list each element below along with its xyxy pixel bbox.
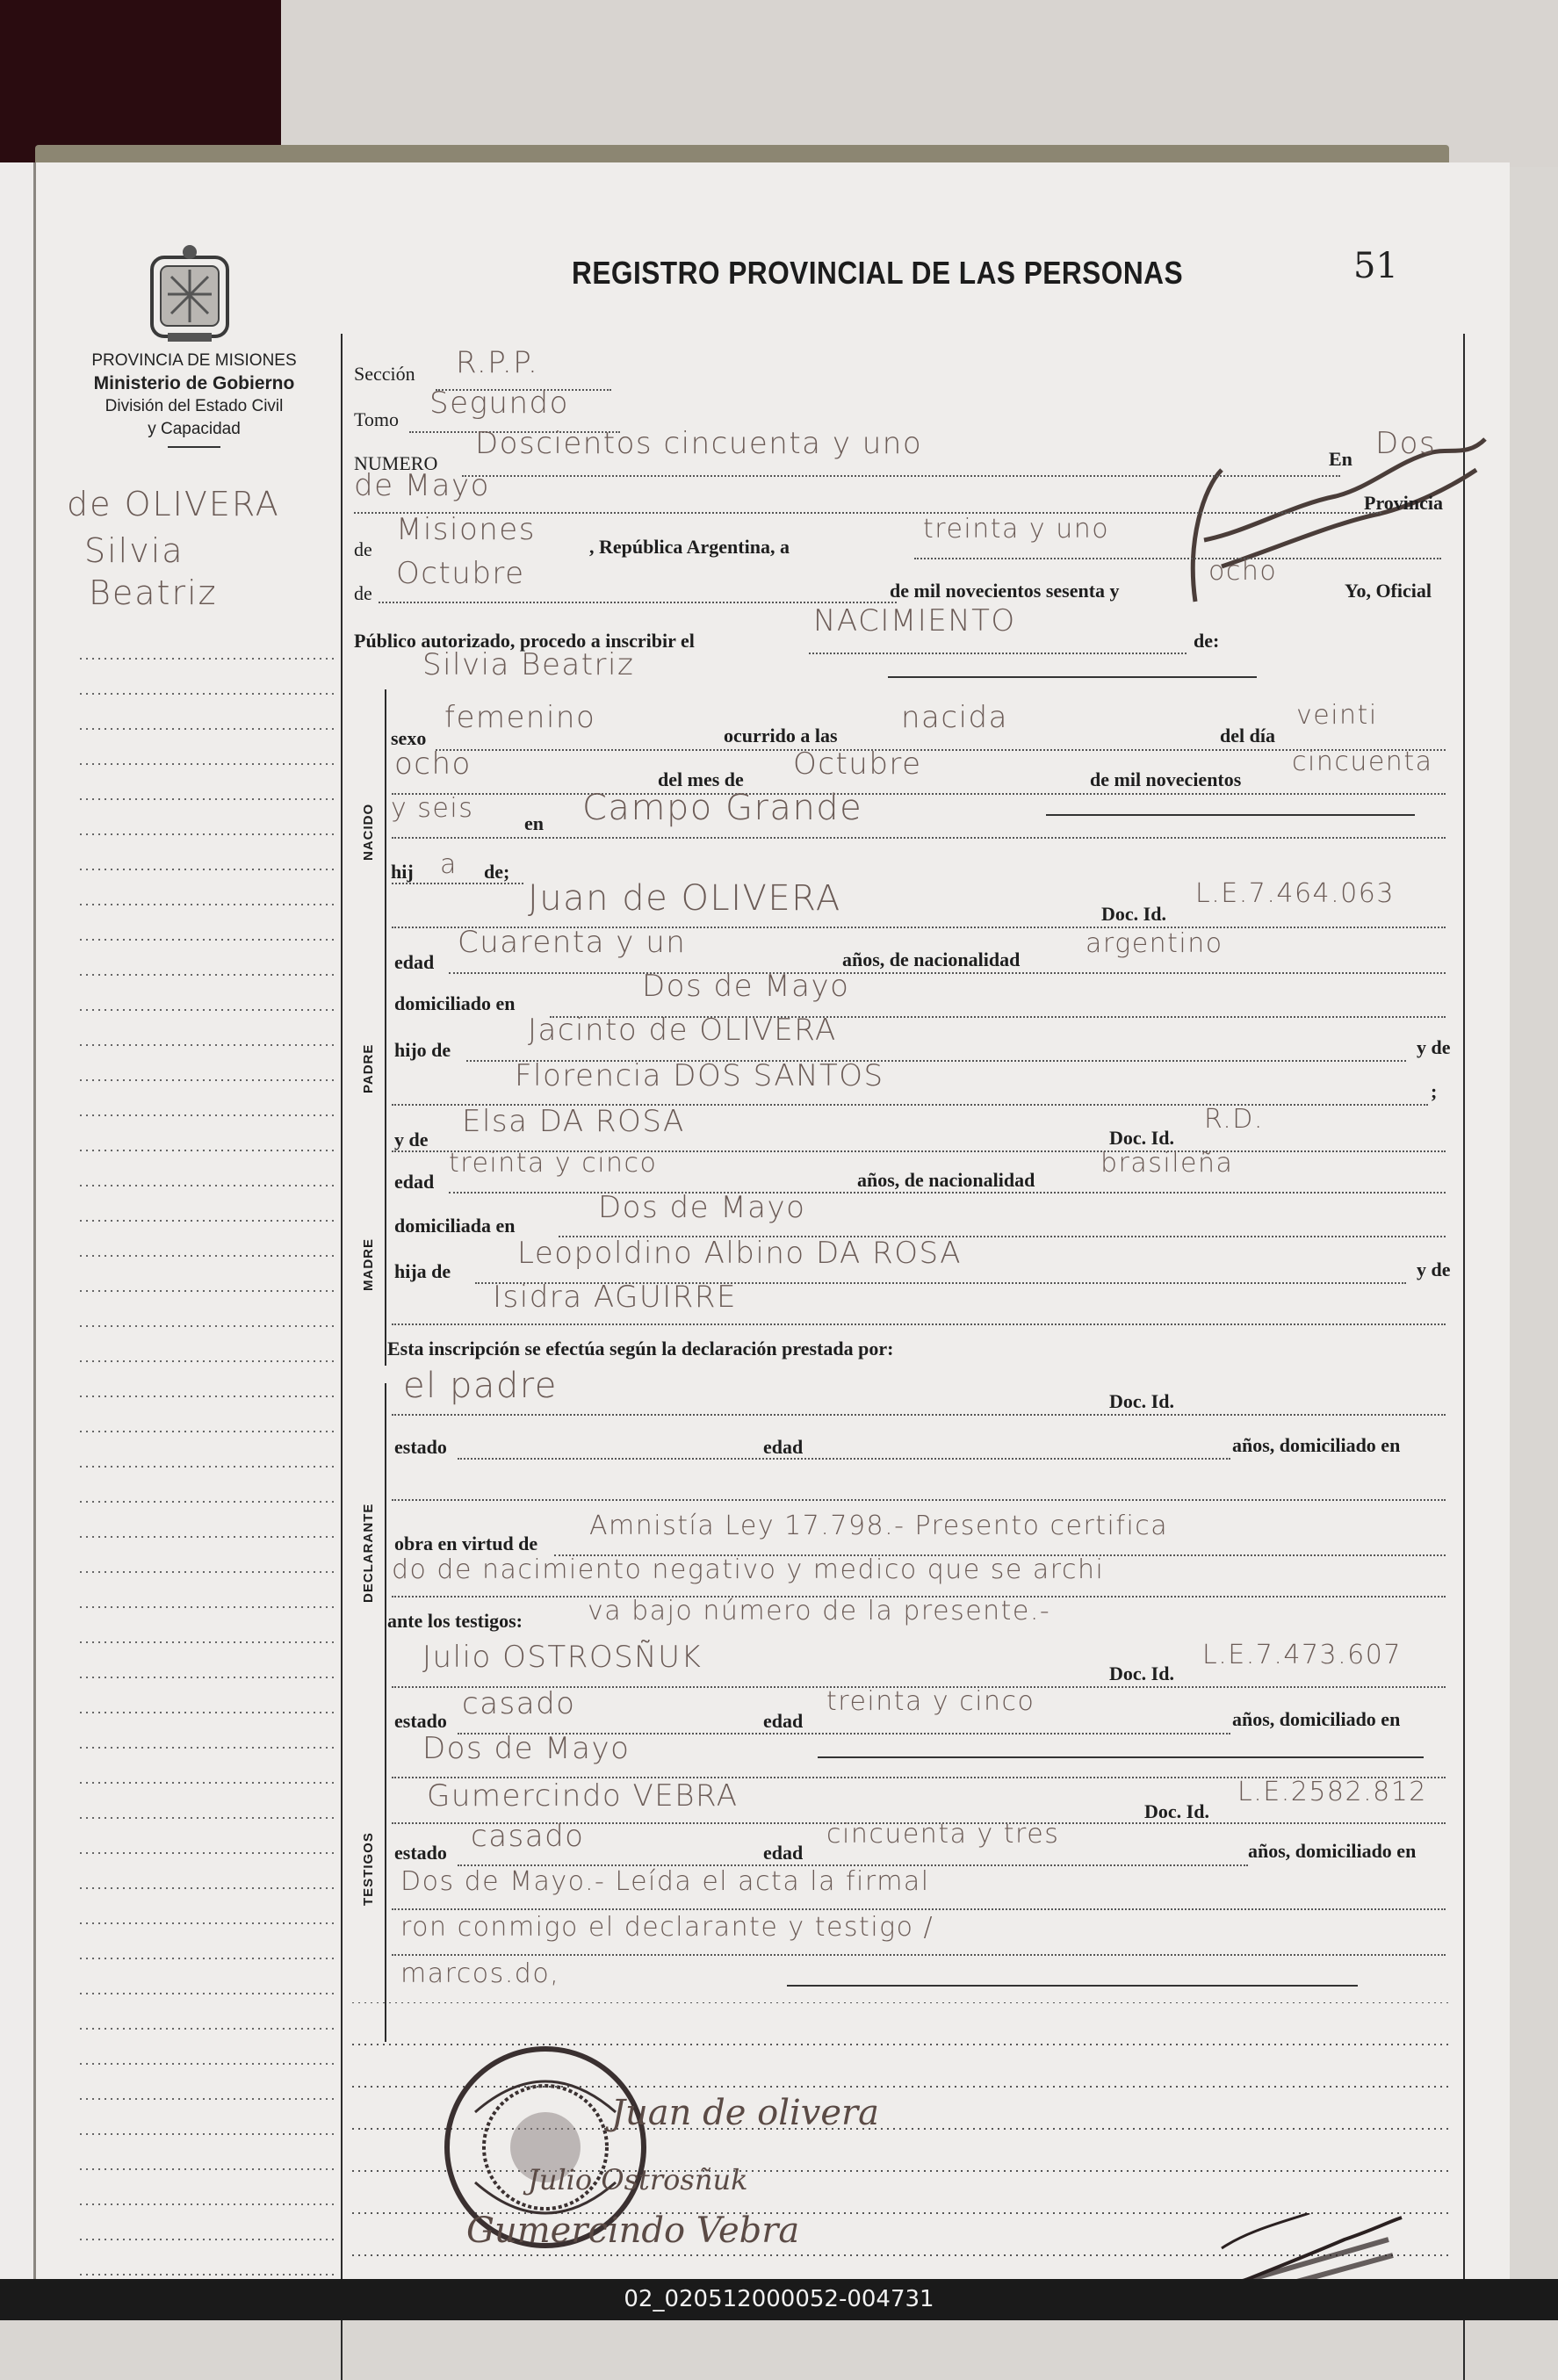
t1-edad-label: edad	[763, 1710, 804, 1732]
madre-dom-label: domiciliada en	[394, 1215, 516, 1237]
agency-divider	[168, 446, 220, 448]
madre-edad-value: treinta y cinco	[449, 1148, 658, 1179]
declarante-section-label: DECLARANTE	[361, 1503, 376, 1603]
t2-doc-label: Doc. Id.	[1144, 1800, 1209, 1822]
padre-yde-label: y de	[1417, 1036, 1451, 1058]
madre-nombre: Elsa DA ROSA	[462, 1104, 685, 1139]
form-left-rule	[341, 334, 343, 2380]
dia-value-b: ocho	[394, 746, 472, 782]
declarante-anios-label: años, domiciliado en	[1232, 1434, 1401, 1456]
mes-value: Octubre	[396, 556, 525, 591]
t2-estado-label: estado	[394, 1842, 447, 1864]
t1-edad: treinta y cinco	[826, 1686, 1035, 1717]
de-label-2: de	[354, 582, 372, 604]
padre-semicolon: ;	[1431, 1080, 1438, 1102]
hij-label: hij	[391, 861, 414, 883]
padre-dom-value: Dos de Mayo	[642, 969, 850, 1004]
sexo-label: sexo	[391, 727, 427, 749]
t1-dom-line	[818, 1756, 1424, 1758]
agency-line-3: División del Estado Civil	[105, 397, 284, 415]
padre-edad-line	[449, 972, 1446, 974]
lugar-dotline	[392, 837, 1446, 839]
provincia-label: Provincia	[1364, 492, 1444, 514]
republica-label: , República Argentina, a	[589, 536, 790, 558]
seccion-value: R.P.P.	[456, 345, 539, 380]
obra-value-a: Amnistía Ley 17.798.- Presento certifica	[589, 1511, 1169, 1541]
padre-nombre: Juan de OLIVERA	[528, 878, 841, 919]
margin-surname: de OLIVERA	[67, 485, 280, 523]
mes-nacido-line	[392, 793, 1446, 795]
declarante-estado-label: estado	[394, 1436, 447, 1458]
margin-name-2: Beatriz	[89, 573, 218, 612]
agency-block	[54, 350, 335, 448]
acto-line	[809, 653, 1187, 654]
declarante-dom-line	[392, 1499, 1446, 1501]
madre-padre-value: Leopoldino Albino DA ROSA	[517, 1236, 962, 1271]
page-title: REGISTRO PROVINCIAL DE LAS PERSONAS	[572, 255, 1184, 291]
margin-name-1: Silvia	[84, 531, 184, 570]
sexo-value: femenino	[444, 700, 596, 735]
signature-2: Julio Ostrosñuk	[528, 2163, 748, 2196]
padre-anios-label: años, de nacionalidad	[842, 948, 1021, 970]
tomo-value: Segundo	[429, 386, 569, 421]
madre-edad-label: edad	[394, 1171, 435, 1193]
t2-dom-a: Dos de Mayo.- Leída el acta la firmal	[400, 1866, 930, 1897]
madre-nac-value: brasileña	[1100, 1148, 1234, 1179]
agency-line-1: PROVINCIA DE MISIONES	[91, 351, 297, 370]
hij-de-label: de;	[484, 861, 510, 883]
testigos-bar	[385, 1647, 386, 2042]
nacido-section-label: NACIDO	[361, 803, 376, 861]
madre-madre-line	[392, 1323, 1446, 1325]
padre-doc-label: Doc. Id.	[1101, 903, 1166, 925]
declarante-intro: Esta inscripción se efectúa según la declaración prestada por:	[387, 1338, 894, 1359]
t2-dom-line-a	[392, 1908, 1446, 1910]
padre-hijo-label: hijo de	[394, 1039, 451, 1061]
inscripto-value: Silvia Beatriz	[422, 647, 635, 682]
register-page	[33, 162, 1510, 2279]
padre-doc-value: L.E.7.464.063	[1195, 878, 1395, 909]
de2-label: de:	[1194, 630, 1220, 652]
t2-dom-end	[787, 1985, 1358, 1987]
declarante-nombre-line	[392, 1414, 1446, 1416]
form-right-rule	[1463, 334, 1465, 2380]
mes-label: del mes de	[658, 768, 744, 790]
anio-value-b: y seis	[391, 793, 474, 824]
obra-value-b: do de nacimiento negativo y medico que se archi	[392, 1554, 1105, 1585]
dia-line	[914, 558, 1441, 559]
testigos-section-label: TESTIGOS	[361, 1832, 376, 1906]
folio-number: 51	[1353, 246, 1398, 286]
image-id-footer: 02_020512000052-004731	[0, 2279, 1558, 2320]
numero-label: NUMERO	[354, 452, 438, 474]
t1-dom: Dos de Mayo	[422, 1731, 631, 1766]
signature-1: Juan de olivera	[611, 2093, 880, 2133]
t2-estado: casado	[471, 1819, 585, 1854]
t1-estado-label: estado	[394, 1710, 447, 1732]
padre-dom-label: domiciliado en	[394, 992, 516, 1014]
t1-doc-label: Doc. Id.	[1109, 1662, 1174, 1684]
anio-label: de mil novecientos sesenta y	[890, 580, 1120, 602]
lugar-value: Campo Grande	[582, 788, 863, 828]
left-page-edge	[0, 162, 35, 2279]
obra-value-c: va bajo número de la presente.-	[588, 1596, 1051, 1626]
de-label: de	[354, 538, 372, 560]
background-dark	[0, 0, 281, 167]
en-value-a: Dos	[1375, 426, 1437, 461]
t1-nombre: Julio OSTROSÑUK	[422, 1640, 703, 1675]
padre-section-label: PADRE	[361, 1043, 376, 1093]
t1-doc-value: L.E.7.473.607	[1202, 1640, 1402, 1670]
nacido-anio-label: de mil novecientos	[1090, 768, 1242, 790]
signature-3: Gumercindo Vebra	[466, 2211, 800, 2251]
padre-edad-label: edad	[394, 951, 435, 973]
padre-nac-value: argentino	[1086, 928, 1223, 959]
madre-anios-label: años, de nacionalidad	[857, 1169, 1035, 1191]
madre-madre-value: Isidra AGUIRRE	[493, 1280, 738, 1315]
anio-value: ocho	[1208, 556, 1278, 587]
deldia-label: del día	[1220, 725, 1275, 746]
declarante-estado-line	[458, 1458, 1230, 1460]
t2-doc-value: L.E.2582.812	[1237, 1777, 1427, 1807]
t2-dom-line-b	[392, 1954, 1446, 1956]
anio-value-a: cincuenta	[1292, 746, 1433, 777]
en-nacido-label: en	[524, 812, 544, 834]
declarante-nombre: el padre	[403, 1366, 558, 1406]
agency-line-4: y Capacidad	[148, 420, 241, 438]
dia-value-a: veinti	[1296, 700, 1378, 731]
t2-edad-label: edad	[763, 1842, 804, 1864]
hij-line	[392, 883, 523, 884]
t2-dom-c: marcos.do,	[400, 1958, 560, 1989]
t2-anios-label: años, domiciliado en	[1248, 1840, 1417, 1862]
province-crest-icon	[141, 242, 238, 347]
padre-madre-value: Florencia DOS SANTOS	[515, 1058, 884, 1093]
seccion-label: Sección	[354, 363, 415, 385]
testigos-intro-label: ante los testigos:	[387, 1610, 523, 1632]
t2-edad: cincuenta y tres	[826, 1819, 1060, 1850]
en-label: En	[1329, 448, 1352, 470]
dia-value: treinta y uno	[923, 514, 1110, 545]
madre-hija-label: hija de	[394, 1260, 451, 1282]
padre-padre-value: Jacinto de OLIVERA	[528, 1013, 837, 1048]
madre-dom-value: Dos de Mayo	[598, 1190, 806, 1225]
numero-line	[462, 475, 1340, 477]
madre-doc-label: Doc. Id.	[1109, 1127, 1174, 1149]
provincia-value: Misiones	[396, 512, 536, 547]
agency-line-2: Ministerio de Gobierno	[93, 373, 295, 393]
lugar-line	[1046, 814, 1415, 816]
declarante-edad-label: edad	[763, 1436, 804, 1458]
t2-nombre: Gumercindo VEBRA	[427, 1778, 739, 1814]
margin-ruled-lines	[80, 654, 343, 2323]
madre-yde-label: y de	[394, 1129, 429, 1150]
en-value-b: de Mayo	[354, 468, 490, 503]
oficial-label: Yo, Oficial	[1345, 580, 1432, 602]
hora-value: nacida	[901, 700, 1008, 735]
t2-dom-b: ron conmigo el declarante y testigo /	[400, 1912, 934, 1943]
ocurrido-label: ocurrido a las	[724, 725, 838, 746]
background-cover	[281, 0, 1558, 167]
madre-yde2-label: y de	[1417, 1259, 1451, 1280]
madre-doc-value: R.D.	[1204, 1104, 1264, 1135]
declarante-doc-label: Doc. Id.	[1109, 1390, 1174, 1412]
t1-anios-label: años, domiciliado en	[1232, 1708, 1401, 1730]
numero-value: Doscientos cincuenta y uno	[475, 426, 923, 461]
acto-value: NACIMIENTO	[813, 603, 1016, 638]
madre-bar	[385, 1120, 386, 1366]
inscripto-line	[888, 676, 1257, 678]
madre-section-label: MADRE	[361, 1238, 376, 1291]
hij-value: a	[440, 849, 458, 880]
tomo-label: Tomo	[354, 408, 400, 430]
t1-estado: casado	[462, 1686, 576, 1721]
publico-label: Público autorizado, procedo a inscribir el	[354, 630, 695, 652]
nacido-mes-value: Octubre	[793, 746, 922, 782]
padre-edad-value: Cuarenta y un	[458, 925, 687, 960]
obra-label: obra en virtud de	[394, 1533, 538, 1554]
